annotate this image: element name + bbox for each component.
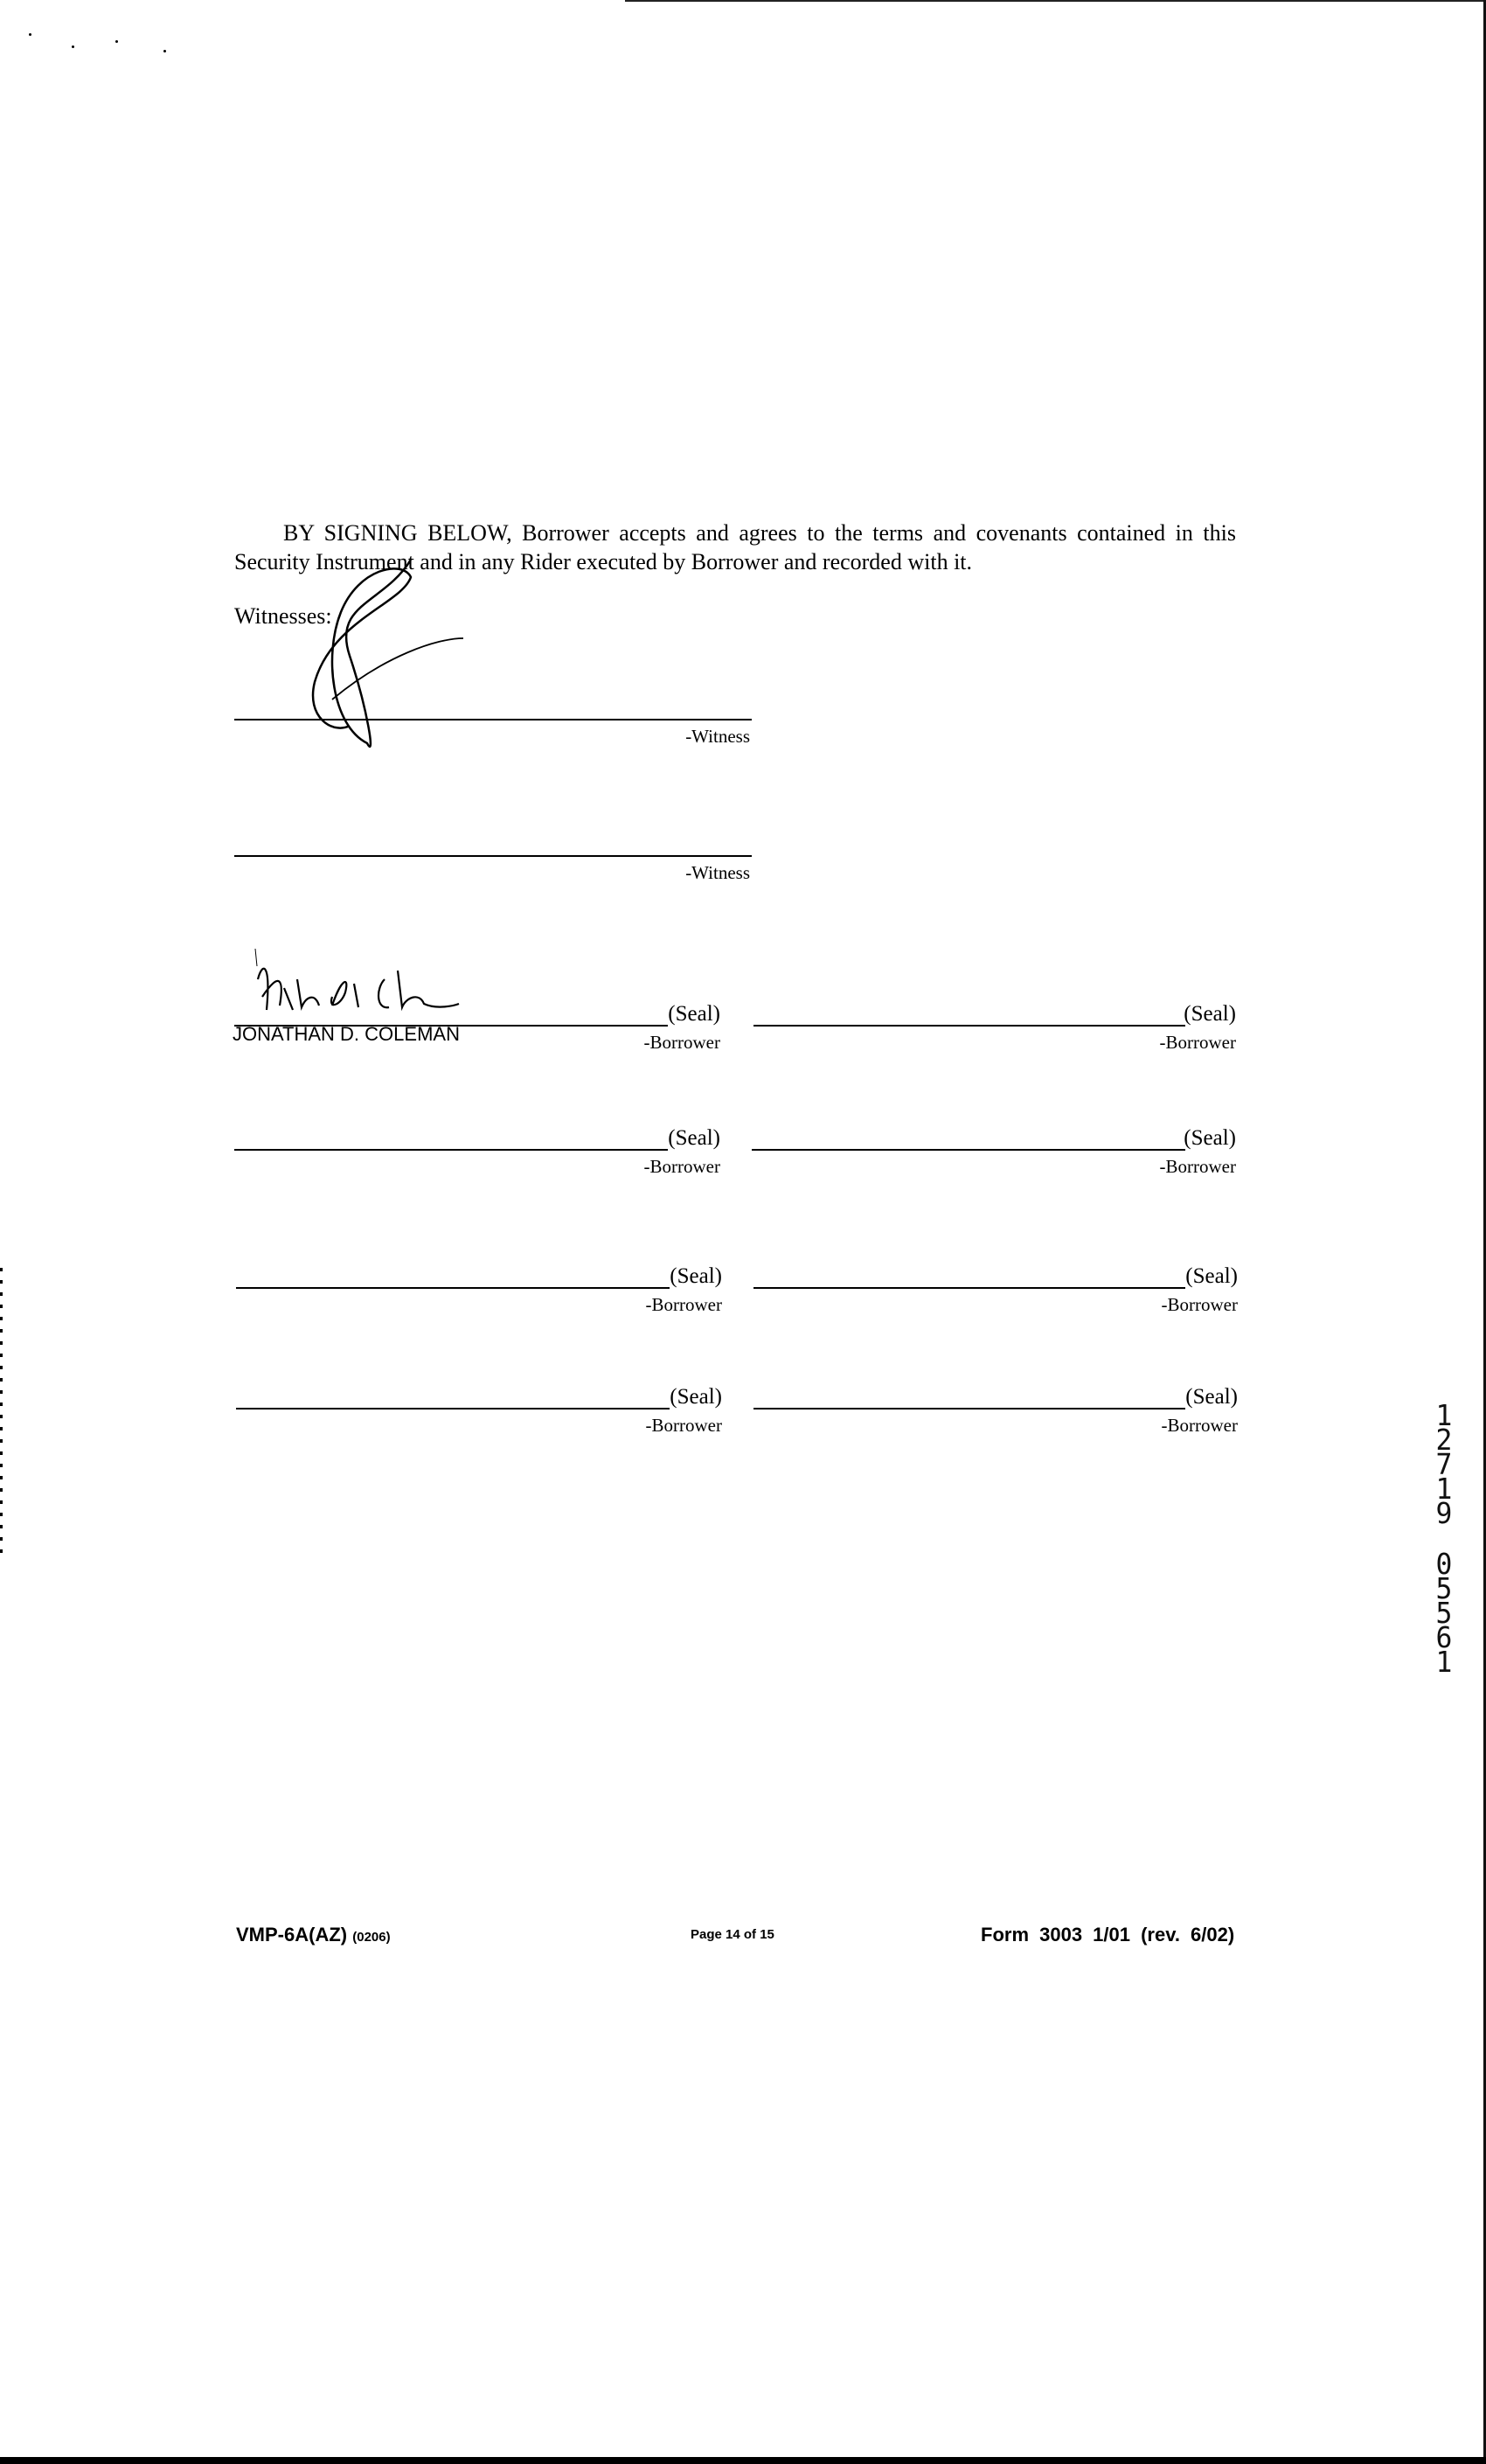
- borrower-8-label: -Borrower: [1161, 1415, 1238, 1436]
- borrower-3-label: -Borrower: [643, 1156, 720, 1177]
- scan-speck: [29, 33, 31, 36]
- borrower-7-seal: (Seal): [670, 1385, 722, 1409]
- scan-speck: [163, 50, 166, 52]
- stamp-digit: 7: [1435, 1447, 1453, 1481]
- borrower-4-seal: (Seal): [1184, 1126, 1236, 1150]
- borrower-8-line: [753, 1408, 1185, 1409]
- scan-speck: [72, 45, 74, 48]
- borrower-1-name: JONATHAN D. COLEMAN: [233, 1023, 460, 1045]
- borrower-2-label: -Borrower: [1159, 1032, 1236, 1053]
- borrower-1-label: -Borrower: [643, 1032, 720, 1053]
- borrower-5-label: -Borrower: [645, 1294, 722, 1315]
- signing-statement-lead: BY SIGNING BELOW,: [283, 520, 512, 546]
- borrower-3-line: [234, 1149, 668, 1151]
- witness-1-line: [234, 719, 752, 720]
- borrower-5-line: [236, 1287, 670, 1289]
- stamp-digit: 2: [1435, 1423, 1453, 1457]
- scan-speck: [115, 40, 118, 43]
- stamp-digit: 9: [1435, 1496, 1453, 1530]
- form-code: VMP-6A(AZ): [236, 1924, 348, 1945]
- borrower-4-line: [752, 1149, 1185, 1151]
- stamp-digit: 0: [1435, 1547, 1453, 1581]
- witnesses-label: Witnesses:: [234, 603, 332, 629]
- witness-signature: [280, 551, 490, 752]
- footer-form-code: [236, 1924, 391, 1946]
- scan-edge-bottom: [0, 2457, 1486, 2464]
- borrower-6-line: [753, 1287, 1185, 1289]
- stamp-digit: 1: [1435, 1645, 1453, 1679]
- borrower-4-label: -Borrower: [1159, 1156, 1236, 1177]
- borrower-5-seal: (Seal): [670, 1264, 722, 1288]
- form-revision: (0206): [352, 1930, 391, 1945]
- borrower-8-seal: (Seal): [1185, 1385, 1238, 1409]
- borrower-signature: [245, 944, 463, 1023]
- borrower-6-seal: (Seal): [1185, 1264, 1238, 1288]
- stamp-digit: 6: [1435, 1620, 1453, 1654]
- borrower-7-label: -Borrower: [645, 1415, 722, 1436]
- witness-2-line: [234, 855, 752, 857]
- borrower-2-seal: (Seal): [1184, 1002, 1236, 1026]
- stamp-digit: 1: [1435, 1398, 1453, 1432]
- stamp-digit: 5: [1435, 1596, 1453, 1630]
- stamp-digit: 1: [1435, 1472, 1453, 1506]
- witness-2-label: -Witness: [685, 862, 750, 883]
- borrower-7-line: [236, 1408, 670, 1409]
- stamp-digit: 5: [1435, 1571, 1453, 1605]
- borrower-6-label: -Borrower: [1161, 1294, 1238, 1315]
- scan-edge-left-marks: [0, 1268, 3, 1556]
- borrower-2-line: [753, 1025, 1185, 1027]
- borrower-3-seal: (Seal): [668, 1126, 720, 1150]
- scan-edge-top: [625, 0, 1486, 2]
- recording-number-stamp: [1427, 1398, 1461, 1679]
- borrower-1-seal: (Seal): [668, 1002, 720, 1026]
- signing-statement-body: Borrower accepts and agrees to the terms and covenants contained in this Security Instrument and in any Rider executed by Borrower and recorded with it.: [234, 520, 1236, 574]
- footer-form-number: Form 3003 1/01 (rev. 6/02): [981, 1924, 1235, 1945]
- footer-page-number: Page 14 of 15: [691, 1927, 774, 1942]
- witness-1-label: -Witness: [685, 726, 750, 747]
